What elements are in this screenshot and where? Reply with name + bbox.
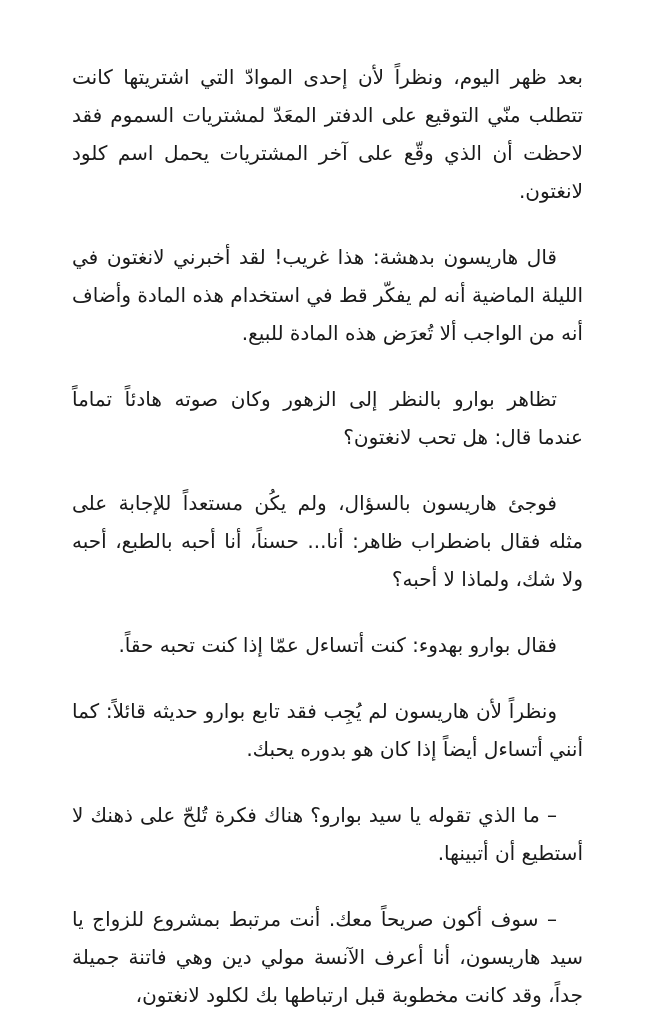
- paragraph-8: – سوف أكون صريحاً معك. أنت مرتبط بمشروع للزواج يا سيد هاريسون، أنا أعرف الآنسة مولي دين وهي فاتنة جميلة جداً، وقد كانت مخطوبة قبل ارتباطها بك لكلود لانغتون،: [72, 907, 583, 1007]
- paragraph-5: فقال بوارو بهدوء: كنت أتساءل عمّا إذا كنت تحبه حقاً.: [118, 633, 557, 657]
- paragraph-7: – ما الذي تقوله يا سيد بوارو؟ هناك فكرة تُلحّ على ذهنك لا أستطيع أن أتبينها.: [72, 803, 583, 865]
- paragraph-4: فوجئ هاريسون بالسؤال، ولم يكُن مستعداً للإجابة على مثله فقال باضطراب ظاهر: أنا... حسناً، أنا أحبه بالطبع، أحبه ولا شك، ولماذا لا أحبه؟: [72, 491, 583, 591]
- paragraph-3: تظاهر بوارو بالنظر إلى الزهور وكان صوته هادئاً تماماً عندما قال: هل تحب لانغتون؟: [72, 387, 583, 449]
- paragraph-2: قال هاريسون بدهشة: هذا غريب! لقد أخبرني لانغتون في الليلة الماضية أنه لم يفكّر قط في استخدام هذه المادة وأضاف أنه من الواجب ألا تُعرَض هذه المادة للبيع.: [72, 245, 583, 345]
- paragraph-1: بعد ظهر اليوم، ونظراً لأن إحدى الموادّ التي اشتريتها كانت تتطلب منّي التوقيع على الدفتر المعَدّ لمشتريات السموم فقد لاحظت أن الذي وقّع على آخر المشتريات يحمل اسم كلود لانغتون.: [72, 65, 583, 203]
- paragraph-6: ونظراً لأن هاريسون لم يُجِب فقد تابع بوارو حديثه قائلاً: كما أنني أتساءل أيضاً إذا كان هو بدوره يحبك.: [72, 699, 583, 761]
- book-page: [72, 58, 583, 1014]
